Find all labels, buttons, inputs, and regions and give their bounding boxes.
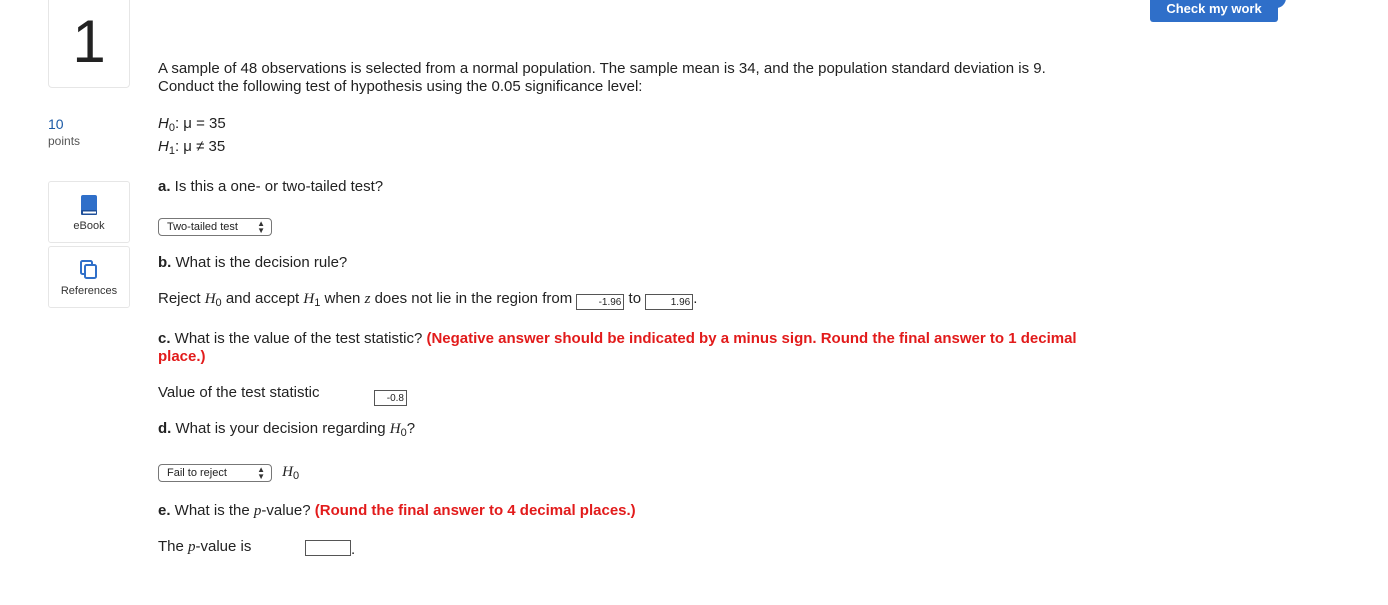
points-block bbox=[48, 116, 80, 148]
test-statistic-row bbox=[374, 386, 407, 406]
part-d-question: d. What is your decision regarding $H_0$? bbox=[158, 420, 416, 439]
p-value-input-row: . bbox=[305, 540, 355, 559]
test-statistic-input[interactable]: -0.8 bbox=[374, 390, 407, 406]
question-number: 1 bbox=[72, 8, 106, 75]
test-statistic-label: Value of the test statistic bbox=[158, 384, 320, 401]
alternative-hypothesis: $H_1$: μ ≠ 35 bbox=[158, 138, 226, 157]
lower-bound-input[interactable]: -1.96 bbox=[576, 294, 624, 310]
up-down-arrows-icon: ▲ ▼ bbox=[257, 465, 265, 481]
part-d-answer-row: Fail to reject ▲ ▼ $H_0$ bbox=[158, 463, 299, 482]
book-icon bbox=[80, 194, 98, 216]
ebook-label: eBook bbox=[73, 220, 105, 232]
tail-select[interactable]: Two-tailed test ▲ ▼ bbox=[158, 218, 272, 236]
part-e-question: e. What is the p-value? (Round the final answer to 4 decimal places.) bbox=[158, 502, 636, 519]
decision-rule: Reject $H_0$ and accept $H_1$ when z does not lie in the region from -1.96 to 1.96 . bbox=[158, 290, 698, 309]
up-down-arrows-icon: ▲ ▼ bbox=[257, 219, 265, 235]
prompt-line-1: A sample of 48 observations is selected from a normal population. The sample mean is 34, and the population standard deviation is 9. bbox=[158, 60, 1046, 77]
decision-select[interactable]: Fail to reject ▲ ▼ bbox=[158, 464, 272, 482]
part-a-question: a. Is this a one- or two-tailed test? bbox=[158, 178, 384, 195]
copy-icon bbox=[80, 259, 98, 281]
p-value-input[interactable] bbox=[305, 540, 351, 556]
part-a-answer-row bbox=[158, 217, 272, 236]
part-c-question: c. What is the value of the test statistic? (Negative answer should be indicated by a minus sign. Round the final answer to 1 decimal bbox=[158, 330, 1077, 347]
p-value-row: The p-value is bbox=[158, 538, 252, 555]
question-prompt bbox=[158, 60, 1118, 96]
part-b-question: b. What is the decision rule? bbox=[158, 254, 348, 271]
points-label: points bbox=[48, 134, 81, 148]
null-hypothesis: $H_0$: μ = 35 bbox=[158, 115, 226, 134]
references-label: References bbox=[60, 285, 118, 297]
prompt-line-2: Conduct the following test of hypothesis using the 0.05 significance level: bbox=[158, 78, 643, 95]
references-button[interactable] bbox=[48, 246, 130, 308]
upper-bound-input[interactable]: 1.96 bbox=[645, 294, 693, 310]
ebook-button[interactable] bbox=[48, 181, 130, 243]
part-c-instruction-cont: place.) bbox=[158, 348, 206, 365]
question-number-box bbox=[48, 0, 130, 88]
check-my-work-button[interactable]: Check my work bbox=[1150, 0, 1278, 22]
points-value: 10 bbox=[48, 116, 64, 132]
